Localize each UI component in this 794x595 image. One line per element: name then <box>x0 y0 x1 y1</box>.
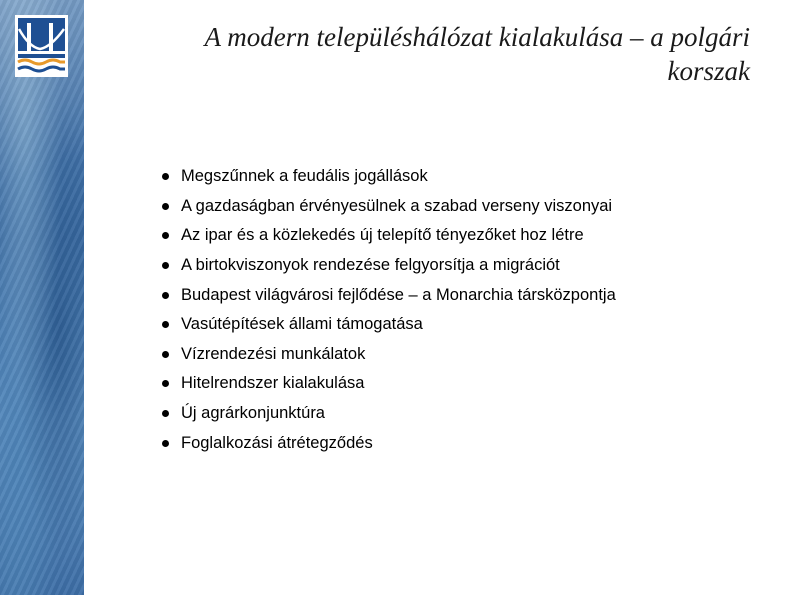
bullet-text: Az ipar és a közlekedés új telepítő tényezőket hoz létre <box>181 226 584 245</box>
bullet-text: Budapest világvárosi fejlődése – a Monarchia társközpontja <box>181 285 616 304</box>
bullet-list <box>160 162 616 458</box>
bullet-dot-icon <box>162 173 169 180</box>
bullet-dot-icon <box>162 203 169 210</box>
list-item <box>160 369 616 399</box>
decorative-sidebar <box>0 0 84 595</box>
bullet-dot-icon <box>162 292 169 299</box>
bullet-text: Új agrárkonjunktúra <box>181 404 325 423</box>
bridge-logo-icon <box>15 15 68 77</box>
bullet-dot-icon <box>162 440 169 447</box>
bullet-text: Vízrendezési munkálatok <box>181 344 366 363</box>
bullet-dot-icon <box>162 410 169 417</box>
bullet-text: Hitelrendszer kialakulása <box>181 374 365 393</box>
bullet-text: Vasútépítések állami támogatása <box>181 315 423 334</box>
bullet-dot-icon <box>162 232 169 239</box>
list-item <box>160 251 616 281</box>
list-item <box>160 428 616 458</box>
list-item <box>160 399 616 429</box>
bullet-text: Megszűnnek a feudális jogállások <box>181 167 428 186</box>
bullet-text: A gazdaságban érvényesülnek a szabad verseny viszonyai <box>181 196 613 215</box>
bullet-dot-icon <box>162 262 169 269</box>
bullet-text: Foglalkozási átrétegződés <box>181 433 373 452</box>
bullet-text: A birtokviszonyok rendezése felgyorsítja a migrációt <box>181 256 560 275</box>
list-item <box>160 310 616 340</box>
list-item <box>160 221 616 251</box>
slide-title: A modern településhálózat kialakulása – a polgári korszak <box>204 22 750 86</box>
bullet-dot-icon <box>162 380 169 387</box>
bullet-dot-icon <box>162 351 169 358</box>
bullet-dot-icon <box>162 321 169 328</box>
list-item <box>160 192 616 222</box>
list-item <box>160 340 616 370</box>
list-item <box>160 162 616 192</box>
list-item <box>160 280 616 310</box>
